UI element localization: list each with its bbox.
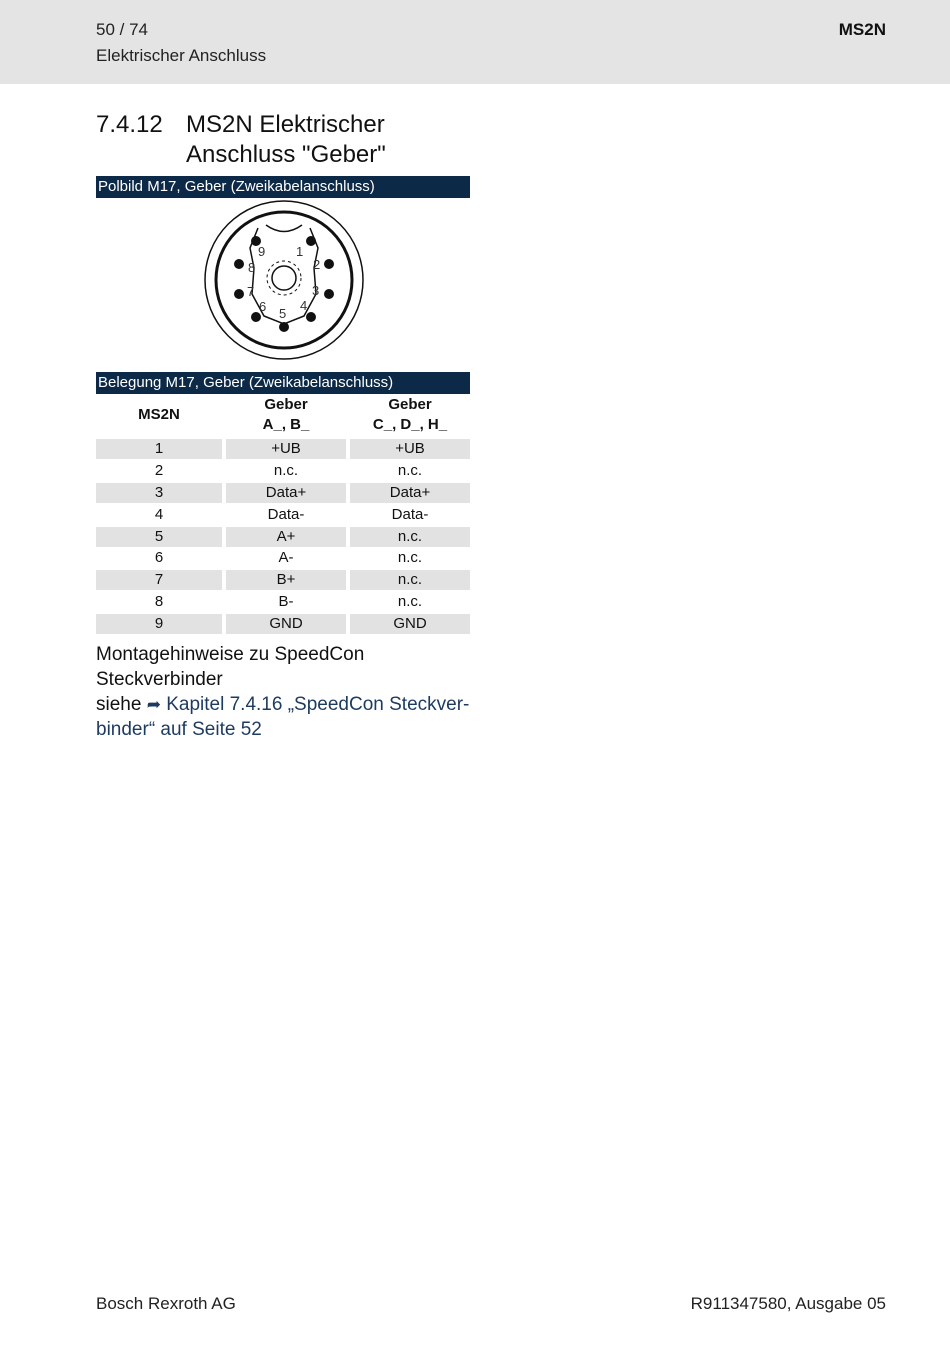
pin-assignment-table bbox=[96, 393, 470, 636]
chapter-cross-reference-link-cont[interactable]: binder“ auf Seite 52 bbox=[96, 719, 262, 740]
note-line-2 bbox=[96, 692, 476, 717]
pin-8 bbox=[234, 259, 244, 269]
table-row: 9 GND GND bbox=[96, 614, 470, 636]
pin-4 bbox=[306, 312, 316, 322]
table-row: 7 B+ n.c. bbox=[96, 570, 470, 592]
center-pin-ring bbox=[272, 266, 296, 290]
header-col-1: MS2N bbox=[138, 406, 180, 423]
header-col-2: Geber A_, B_ bbox=[262, 396, 310, 433]
pin-label-5: 5 bbox=[279, 306, 287, 321]
pin-label-7: 7 bbox=[247, 284, 255, 299]
chapter-name: Elektrischer Anschluss bbox=[96, 46, 267, 65]
cross-reference-arrow-icon: ➦ bbox=[146, 695, 161, 714]
page-header bbox=[0, 0, 950, 84]
pin-2 bbox=[324, 259, 334, 269]
pin-label-8: 8 bbox=[248, 260, 256, 275]
table-row: 5 A+ n.c. bbox=[96, 527, 470, 549]
header-col-3: Geber C_, D_, H_ bbox=[372, 396, 448, 433]
pin-diagram-caption: Polbild M17, Geber (Zweikabelanschluss) bbox=[96, 176, 470, 198]
product-name: MS2N bbox=[838, 20, 886, 39]
note-text: Montagehinweise zu SpeedCon Steckverbinder bbox=[96, 644, 365, 690]
table-row: 2 n.c. n.c. bbox=[154, 461, 423, 479]
pin-label-6: 6 bbox=[259, 299, 267, 314]
pin-label-4: 4 bbox=[300, 298, 308, 313]
table-body bbox=[96, 439, 470, 636]
pin-3 bbox=[324, 289, 334, 299]
pin-5 bbox=[279, 322, 289, 332]
table-row: 3 Data+ Data+ bbox=[96, 483, 470, 505]
pin-label-1: 1 bbox=[296, 244, 304, 259]
key-notch bbox=[266, 225, 302, 232]
table-row: 6 A- n.c. bbox=[154, 549, 423, 567]
footer-document-number: R911347580, Ausgabe 05 bbox=[690, 1294, 886, 1313]
note-prefix: siehe bbox=[96, 694, 142, 715]
table-header bbox=[96, 393, 470, 437]
pin-1 bbox=[306, 236, 316, 246]
section-title: MS2N Elektrischer Anschluss "Geber" bbox=[186, 111, 386, 168]
pin-label-3: 3 bbox=[312, 283, 320, 298]
table-row: 1 +UB +UB bbox=[96, 439, 470, 461]
pin-label-9: 9 bbox=[258, 244, 266, 259]
section-number: 7.4.12 bbox=[96, 111, 163, 138]
footer-company: Bosch Rexroth AG bbox=[96, 1294, 236, 1313]
mounting-note bbox=[96, 642, 476, 742]
pin-7 bbox=[234, 289, 244, 299]
table-row: 8 B- n.c. bbox=[154, 593, 423, 611]
chapter-cross-reference-link[interactable]: Kapitel 7.4.16 „SpeedCon Steckver- bbox=[166, 694, 470, 715]
connector-pin-diagram bbox=[202, 198, 366, 362]
pin-label-2: 2 bbox=[313, 257, 321, 272]
table-row: 4 Data- Data- bbox=[154, 505, 429, 523]
page-number: 50 / 74 bbox=[96, 20, 148, 39]
outer-ring bbox=[205, 201, 363, 359]
table-caption: Belegung M17, Geber (Zweikabelanschluss) bbox=[96, 372, 470, 394]
